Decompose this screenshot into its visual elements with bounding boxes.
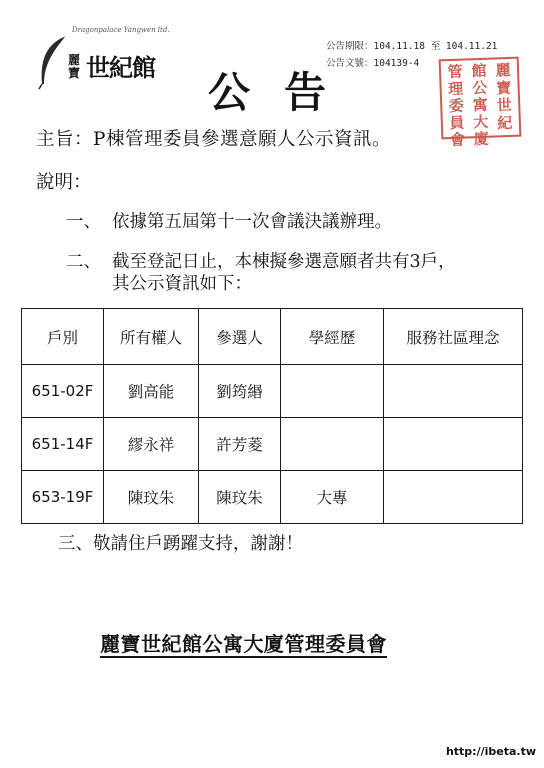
cell-background: [281, 365, 384, 418]
column-header-candidate: 參選人: [199, 309, 281, 365]
notice-doc-label: 公告文號：: [326, 58, 374, 69]
seal-column: 管 理 委 員 會: [447, 62, 466, 150]
item-2-continuation: 其公示資訊如下：: [112, 274, 252, 294]
table-row: [22, 365, 523, 418]
column-header-philosophy: 服務社區理念: [384, 309, 523, 365]
notice-period: [326, 38, 497, 55]
cell-owner: 陳玟朱: [104, 471, 199, 524]
page-title: 公告: [208, 68, 361, 117]
column-header-unit: 戶別: [22, 309, 104, 365]
candidates-table-wrapper: [21, 308, 523, 524]
cell-unit: 651-02F: [22, 365, 104, 418]
cell-unit: 651-14F: [22, 418, 104, 471]
notice-period-label: 公告期限：: [326, 41, 374, 52]
item-3: 三、敬請住戶踴躍支持，謝謝！: [58, 534, 303, 554]
table-row: [22, 418, 523, 471]
item-1-text: 依據第五屆第十一次會議決議辦理。: [112, 212, 392, 232]
notice-doc-value: 104139-4: [373, 58, 420, 69]
cell-philosophy: [384, 471, 523, 524]
item-1-number: 一、: [66, 212, 101, 232]
item-2-number: 二、: [66, 252, 101, 272]
cell-candidate: 許芳菱: [199, 418, 281, 471]
logo: [36, 26, 186, 88]
cell-owner: 繆永祥: [104, 418, 199, 471]
cell-candidate: 陳玟朱: [199, 471, 281, 524]
watermark-link[interactable]: http://ibeta.tw: [445, 745, 536, 758]
cell-philosophy: [384, 365, 523, 418]
issuing-organization: 麗寶世紀館公寓大廈管理委員會: [100, 632, 387, 656]
cell-owner: 劉高能: [104, 365, 199, 418]
column-header-owner: 所有權人: [104, 309, 199, 365]
column-header-background: 學經歷: [281, 309, 384, 365]
item-1: [66, 208, 392, 233]
cell-unit: 653-19F: [22, 471, 104, 524]
logo-small-text: 麗寶: [68, 53, 81, 80]
red-seal-stamp: [439, 57, 522, 150]
explain-label: 說明：: [36, 172, 92, 193]
cell-background: [281, 418, 384, 471]
notice-period-value: 104.11.18 至 104.11.21: [373, 41, 498, 52]
candidates-table: [21, 308, 523, 524]
seal-column: 館 公 寓 大 廈: [471, 61, 490, 149]
logo-script-text: Dragonpalace Yangwen ltd.: [72, 26, 170, 34]
cell-background: 大專: [281, 471, 384, 524]
item-2-text: 截至登記日止，本棟擬參選意願者共有3戶，: [112, 252, 456, 272]
cell-philosophy: [384, 418, 523, 471]
table-row: [22, 471, 523, 524]
seal-column: 麗 寶 世 紀: [495, 60, 513, 133]
feather-icon: [36, 34, 70, 90]
logo-main-text: 世紀館: [86, 53, 155, 82]
table-header-row: [22, 309, 523, 365]
subject-line: 主旨：P棟管理委員參選意願人公示資訊。: [36, 129, 391, 150]
cell-candidate: 劉筠緡: [199, 365, 281, 418]
